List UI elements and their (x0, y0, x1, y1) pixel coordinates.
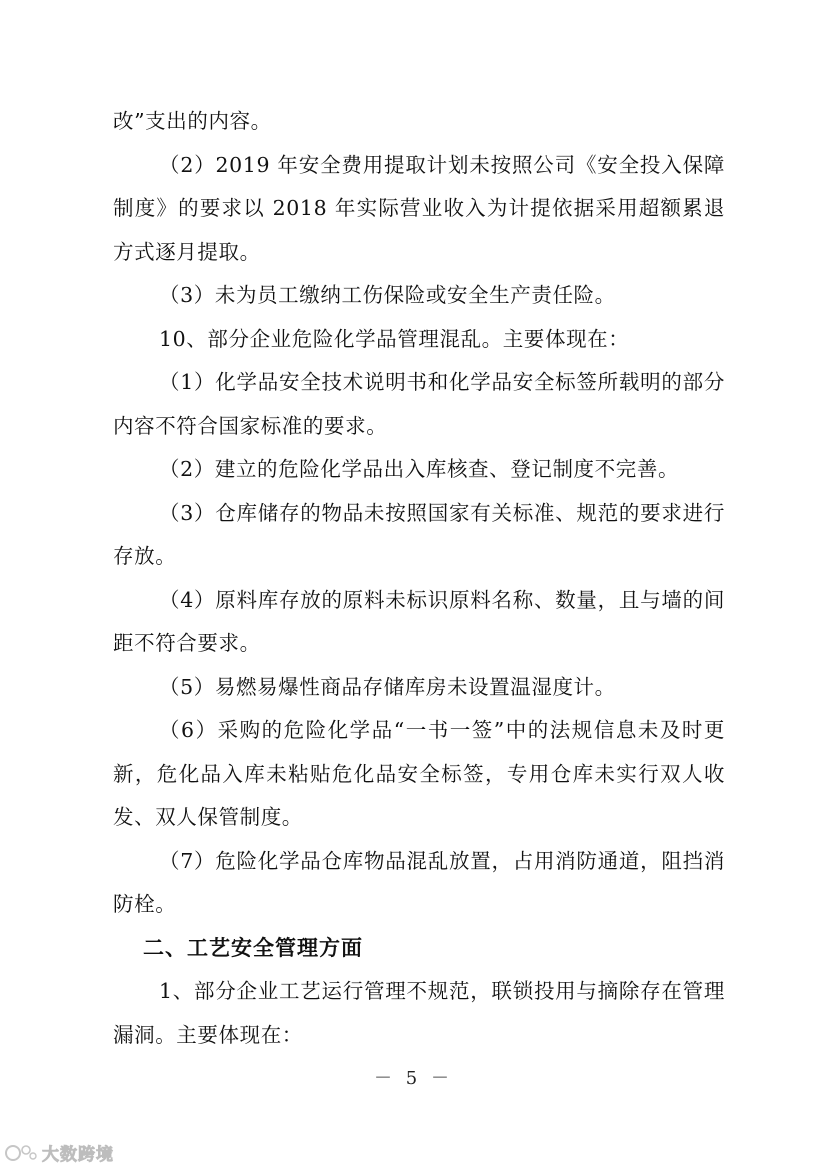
paragraph-8: （4）原料库存放的原料未标识原料名称、数量，且与墙的间距不符合要求。 (113, 587, 725, 655)
paragraph-2: （2）2019 年安全费用提取计划未按照公司《安全投入保障制度》的要求以 2018 年实际营业收入为计提依据采用超额累退方式逐月提取。 (113, 152, 725, 264)
paragraph-11: （7）危险化学品仓库物品混乱放置，占用消防通道，阻挡消防栓。 (113, 848, 725, 916)
document-body (113, 100, 725, 1057)
paragraph-final: 1、部分企业工艺运行管理不规范，联锁投用与摘除存在管理漏洞。主要体现在： (113, 979, 725, 1047)
paragraph-7: （3）仓库储存的物品未按照国家有关标准、规范的要求进行存放。 (113, 500, 725, 568)
paragraph-3: （3）未为员工缴纳工伤保险或安全生产责任险。 (159, 283, 616, 307)
watermark (4, 1140, 114, 1165)
paragraph-10: （6）采购的危险化学品“一书一签”中的法规信息未及时更新，危化品入库未粘贴危化品安全标签，专用仓库未实行双人收发、双人保管制度。 (113, 718, 725, 829)
paragraph-6: （2）建立的危险化学品出入库核查、登记制度不完善。 (159, 457, 680, 481)
page-number: － 5 － (374, 1068, 453, 1089)
paragraph-5: （1）化学品安全技术说明书和化学品安全标签所载明的部分内容不符合国家标准的要求。 (113, 370, 725, 438)
paragraph-4: 10、部分企业危险化学品管理混乱。主要体现在： (159, 326, 630, 351)
paragraph-9: （5）易燃易爆性商品存储库房未设置温湿度计。 (159, 674, 616, 699)
section-heading: 二、工艺安全管理方面 (143, 935, 363, 960)
watermark-text: 大数跨境 (42, 1145, 114, 1165)
brand-logo-icon (4, 1142, 38, 1164)
paragraph-1: 改”支出的内容。 (113, 109, 272, 133)
